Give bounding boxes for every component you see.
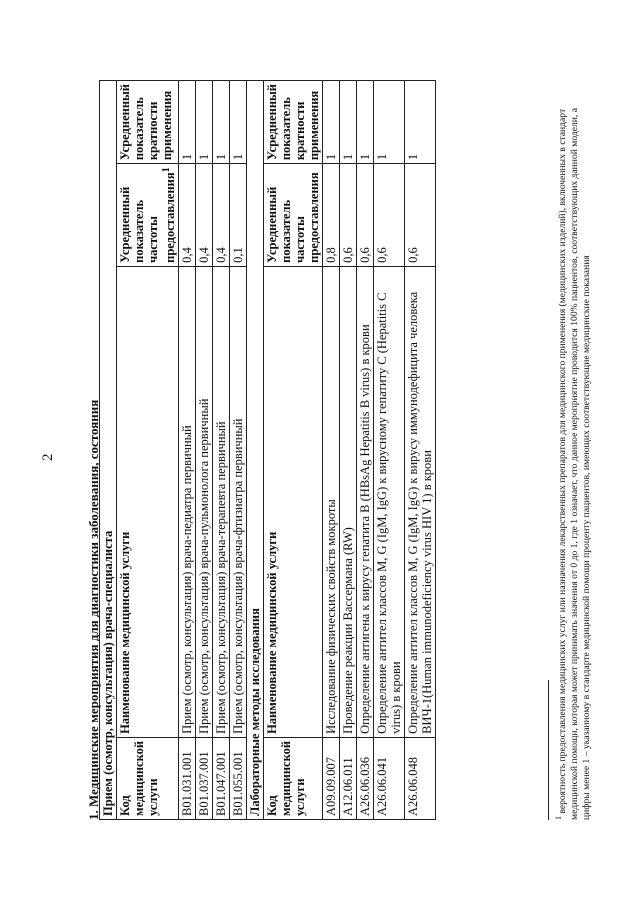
service-code: B01.037.001 <box>196 737 213 819</box>
multiplicity-value: 1 <box>357 81 374 164</box>
table-row <box>213 81 230 820</box>
document-heading: 1. Медицинские мероприятия для диагностики заболевания, состояния <box>86 399 101 820</box>
service-name: Прием (осмотр, консультация) врача-терапевта первичный <box>213 266 230 737</box>
page-number: 2 <box>40 453 56 461</box>
service-code: A26.06.041 <box>374 737 405 819</box>
multiplicity-value: 1 <box>213 81 230 164</box>
service-code: B01.047.001 <box>213 737 230 819</box>
frequency-value: 0,6 <box>405 164 436 267</box>
service-code: A12.06.011 <box>340 737 357 819</box>
service-code: A09.09.007 <box>323 737 340 819</box>
header-service-name: Наименование медицинской услуги <box>264 266 323 737</box>
service-name: Исследование физических свойств мокроты <box>323 266 340 737</box>
header-frequency <box>117 164 179 267</box>
multiplicity-value: 1 <box>340 81 357 164</box>
table-row <box>323 81 340 820</box>
frequency-value: 0,4 <box>179 164 196 267</box>
header-frequency-text: Усредненный показатель частоты предоставления <box>118 172 178 263</box>
header-frequency: Усредненный показатель частоты предоставления <box>264 164 323 267</box>
frequency-value: 0,6 <box>340 164 357 267</box>
frequency-value: 0,8 <box>323 164 340 267</box>
table-row <box>340 81 357 820</box>
frequency-value: 0,6 <box>357 164 374 267</box>
service-name: Определение антител классов M, G (IgM, IgG) к вирусному гепатиту C (Hepatitis C virus) в крови <box>374 266 405 737</box>
footnote-marker: 1 <box>554 816 563 820</box>
multiplicity-value: 1 <box>196 81 213 164</box>
multiplicity-value: 1 <box>374 81 405 164</box>
frequency-value: 0,4 <box>213 164 230 267</box>
multiplicity-value: 1 <box>323 81 340 164</box>
service-code: B01.031.001 <box>179 737 196 819</box>
multiplicity-value: 1 <box>230 81 247 164</box>
section-title-specialist: Прием (осмотр, консультация) врача-специалиста <box>100 81 117 820</box>
service-code: A26.06.036 <box>357 737 374 819</box>
header-service-name: Наименование медицинской услуги <box>117 266 179 737</box>
table-row <box>179 81 196 820</box>
multiplicity-value: 1 <box>179 81 196 164</box>
table-row <box>405 81 436 820</box>
footnote-separator <box>548 680 549 820</box>
frequency-value: 0,6 <box>374 164 405 267</box>
header-multiplicity: Усредненный показатель кратности применения <box>117 81 179 164</box>
section-title-lab: Лабораторные методы исследования <box>247 81 264 820</box>
service-name: Прием (осмотр, консультация) врача-пульмонолога первичный <box>196 266 213 737</box>
header-multiplicity: Усредненный показатель кратности применения <box>264 81 323 164</box>
footnote-marker: 1 <box>161 167 172 173</box>
header-code: Код медицинской услуги <box>117 737 179 819</box>
service-name: Прием (осмотр, консультация) врача-педиатра первичный <box>179 266 196 737</box>
medical-services-table <box>99 80 436 820</box>
table-row <box>196 81 213 820</box>
service-code: B01.055.001 <box>230 737 247 819</box>
footnote <box>553 90 593 820</box>
table-row <box>357 81 374 820</box>
service-name: Определение антигена к вирусу гепатита B (HBsAg Hepatitis B virus) в крови <box>357 266 374 737</box>
service-name: Проведение реакции Вассермана (RW) <box>340 266 357 737</box>
service-code: A26.06.048 <box>405 737 436 819</box>
service-name: Определение антител классов M, G (IgM, IgG) к вирусу иммунодефицита человека ВИЧ-1(Human immunodeficiency virus HIV 1) в крови <box>405 266 436 737</box>
service-name: Прием (осмотр, консультация) врача-фтизиатра первичный <box>230 266 247 737</box>
footnote-text: вероятность предоставления медицинских услуг или назначения лекарственных препаратов для медицинского применения (медицинских изделий), включенных в стандарт медицинской помощи, которая может принимать значения от 0 до 1, где 1 означает, что данное мероприятие проводится 100% пациентов, соответствующих данной модели, а цифры менее 1 – указанному в стандарте медицинской помощи проценту пациентов, имеющих соответствующие медицинские показания <box>557 108 593 820</box>
frequency-value: 0,1 <box>230 164 247 267</box>
frequency-value: 0,4 <box>196 164 213 267</box>
header-code: Код медицинской услуги <box>264 737 323 819</box>
table-row <box>230 81 247 820</box>
multiplicity-value: 1 <box>405 81 436 164</box>
table-row <box>374 81 405 820</box>
